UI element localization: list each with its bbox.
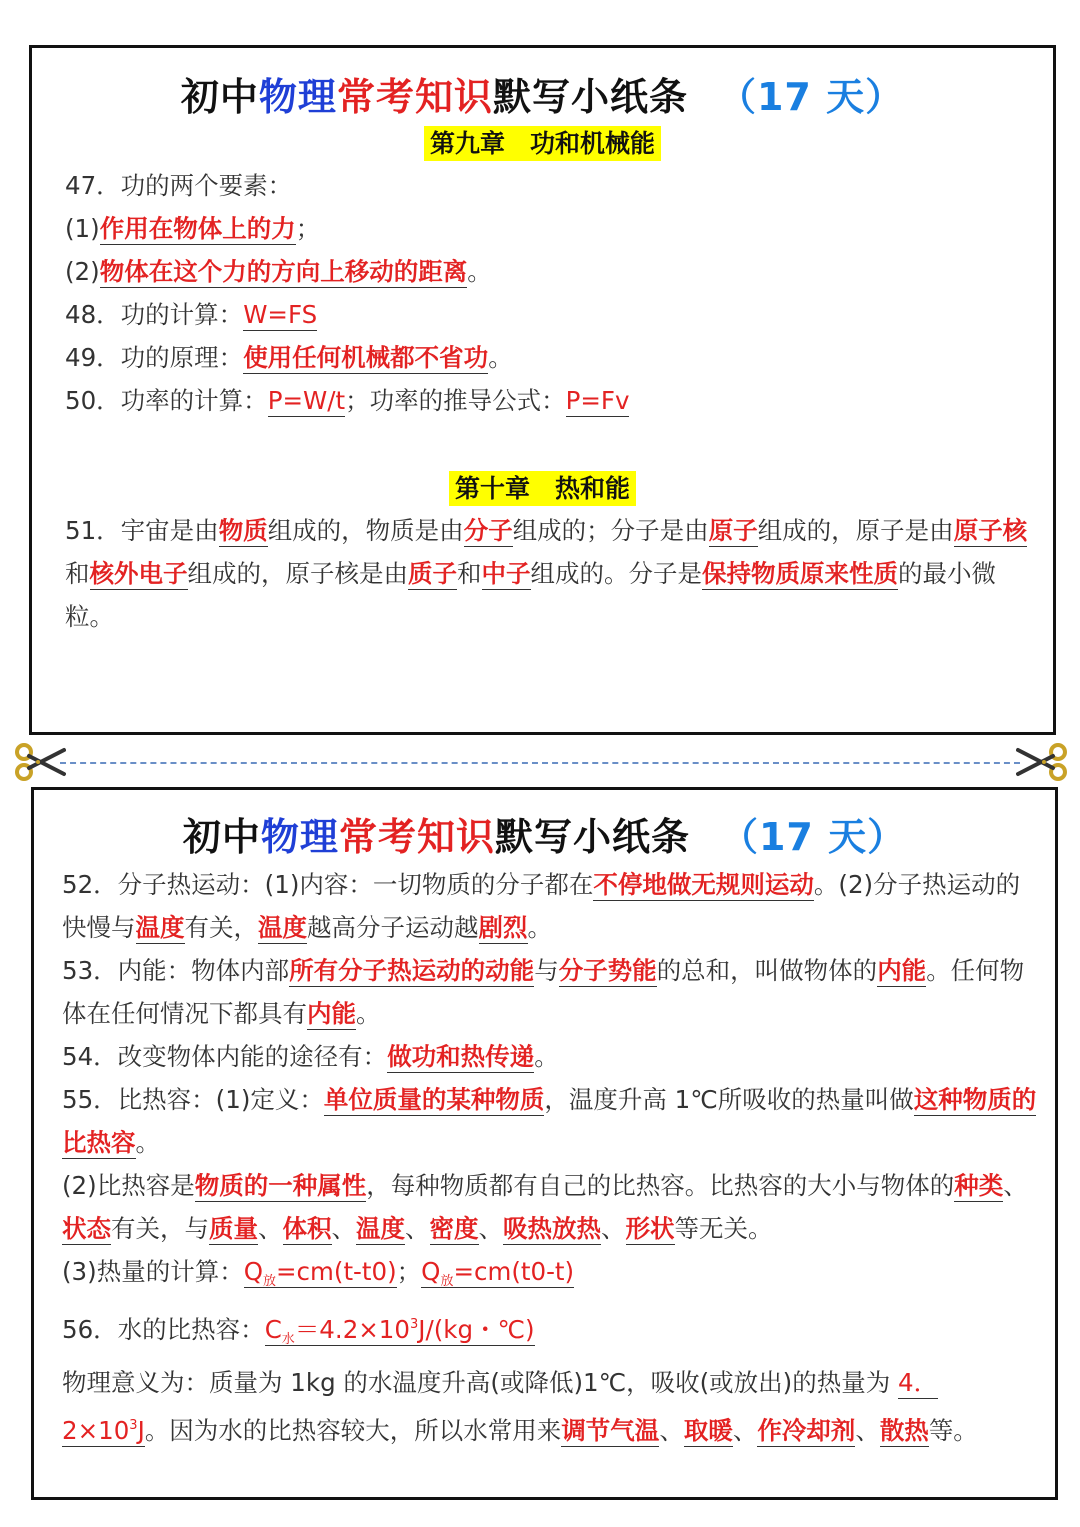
text-run: (3)热量的计算： [62,1257,244,1286]
item-55 [62,1078,1037,1164]
formula-water-heat-capacity [265,1315,535,1346]
answer: 作用在物体上的力 [99,214,296,243]
answer: W=FS [243,300,318,329]
text-run: 组成的，物质是由 [267,516,464,545]
formula-sup: 3 [409,1317,419,1332]
text-run: 48．功的计算： [65,300,244,329]
text-run: 49．功的原理： [65,343,244,372]
answer: P=W/t [267,386,346,415]
item-52 [62,863,1037,949]
answer: 取暖 [683,1416,733,1445]
text-run: 、 [405,1214,430,1243]
item-55-3 [62,1250,1037,1303]
text-run: ； [396,1257,422,1286]
text-run: 组成的；分子是由 [512,516,709,545]
note-card-2 [31,787,1058,1500]
answer: 保持物质原来性质 [702,559,898,588]
answer: 内能 [307,999,356,1028]
formula-part: C [264,1315,282,1344]
text-run: 的总和，叫做物体的 [656,956,878,985]
item-47 [65,164,1031,422]
formula-sub: 放 [440,1274,454,1289]
text-run: 55．比热容：(1)定义： [62,1085,324,1114]
item-48 [65,293,1031,336]
text-run: 53．内能：物体内部 [62,956,290,985]
text-run: 组成的。分子是 [530,559,702,588]
answer: 剧烈 [478,913,528,942]
answer: 物体在这个力的方向上移动的距离 [99,257,468,286]
answer: 内能 [877,956,927,985]
chapter-label: 第九章 功和机械能 [424,126,661,161]
answer: 质子 [408,559,457,588]
text-run: (1) [65,214,100,243]
title-part: 默写小纸条 [494,815,690,859]
formula-sup: 3 [129,1418,138,1433]
answer: 调节气温 [561,1416,660,1445]
answer: 温度 [356,1214,405,1243]
answer: 中子 [481,559,531,588]
text-run: 、 [258,1214,283,1243]
answer: 温度 [135,913,185,942]
title-part: 物理 [260,815,339,859]
formula-heat-release [244,1257,397,1288]
text-run: 54．改变物体内能的途径有： [62,1042,388,1071]
formula-part: J/(kg・℃) [418,1315,535,1344]
text-run: ，温度升高 1℃所吸收的热量叫做 [544,1085,914,1114]
chapter-heading [32,124,1053,160]
text-run: 52．分子热运动：(1)内容：一切物质的分子都在 [62,870,594,899]
title-part: 默写小纸条 [492,75,688,119]
text-run: 越高分子运动越 [307,913,479,942]
item-line: 47．功的两个要素： [65,171,293,200]
text-run: 、 [331,1214,356,1243]
title-part: 初中 [180,75,259,119]
chapter-heading [32,469,1053,505]
text-run: 、 [855,1416,880,1445]
answer: 做功和热传递 [387,1042,535,1071]
card2-body [62,863,1037,1452]
text-run: 。任何物体在任何情况下都具有 [62,956,1025,1028]
text-run: ； [295,214,321,243]
text-run: 。 [534,1042,559,1071]
answer: 吸热放热 [503,1214,601,1243]
answer: 温度 [258,913,307,942]
scissors-icon [14,740,66,784]
answer: 物质 [218,516,268,545]
text-run: 的最小微粒。 [65,559,996,631]
answer: 形状 [625,1214,675,1243]
text-run: (2)比热容是 [62,1171,195,1200]
item-51 [65,509,1031,638]
answer: 使用任何机械都不省功 [243,343,489,372]
text-run: 51．宇宙是由 [65,516,219,545]
text-run: 、 [478,1214,503,1243]
formula-part: Q [421,1257,441,1286]
card2-title [34,806,1055,861]
formula-part: =cm(t-t0) [276,1257,397,1286]
text-run: 组成的，原子是由 [757,516,954,545]
text-run: 、 [659,1416,684,1445]
item-55-2 [62,1164,1037,1250]
title-part: 初中 [182,815,261,859]
item-53 [62,949,1037,1035]
answer: 分子势能 [558,956,657,985]
note-card-1 [29,45,1056,735]
answer: 原子核 [953,516,1028,545]
title-day: （17 天） [717,75,905,119]
text-run: 。 [135,1128,160,1157]
title-day: （17 天） [719,815,907,859]
text-run: ，每种物质都有自己的比热容。比热容的大小与物体的 [366,1171,955,1200]
formula-part: Q [243,1257,264,1286]
text-run: 、 [601,1214,626,1243]
formula-part: J [137,1416,145,1445]
item-54 [62,1035,1037,1078]
text-run: 等无关。 [674,1214,773,1243]
answer: 散热 [879,1416,929,1445]
answer: 单位质量的某种物质 [323,1085,545,1114]
answer: P=Fv [565,386,630,415]
answer: 原子 [708,516,758,545]
text-run: (2) [65,257,100,286]
text-run: 物理意义为：质量为 1kg 的水温度升高(或降低)1℃，吸收(或放出)的热量为 [62,1368,899,1397]
title-part: 常考知识 [338,815,495,859]
text-run: 和 [457,559,482,588]
answer: 这种物质的比热容 [62,1085,1037,1157]
answer: 核外电子 [89,559,188,588]
text-run: 有关，与 [111,1214,209,1243]
answer: 体积 [282,1214,332,1243]
item-line [65,250,1031,293]
formula-part: 4．2×10 [62,1368,939,1445]
text-run: ；功率的推导公式： [345,386,566,415]
formula-sub: 放 [263,1274,277,1289]
answer: 密度 [429,1214,479,1243]
formula-part: ＝4.2×10 [294,1315,410,1344]
answer: 状态 [62,1214,111,1243]
formula-heat-release-2 [421,1257,574,1288]
text-run: 。 [488,343,513,372]
answer: 分子 [463,516,513,545]
text-run: 、 [732,1416,758,1445]
text-run: 等。 [928,1416,978,1445]
text-run: 。 [356,999,381,1028]
text-run: 56．水的比热容： [62,1315,265,1344]
text-run: 与 [534,956,559,985]
answer: 不停地做无规则运动 [593,870,814,899]
answer: 种类 [954,1171,1004,1200]
text-run: 。因为水的比热容较大，所以水常用来 [144,1416,562,1445]
text-run: 50．功率的计算： [65,386,268,415]
chapter-label: 第十章 热和能 [449,471,636,506]
text-run: 和 [65,559,90,588]
cut-line [60,762,1020,764]
item-50 [65,379,1031,422]
answer: 作冷却剂 [757,1416,856,1445]
item-49 [65,336,1031,379]
item-56-meaning [62,1361,1037,1452]
card1-title [32,66,1053,121]
text-run: 有关， [184,913,258,942]
text-run: 组成的，原子核是由 [187,559,408,588]
title-part: 常考知识 [336,75,493,119]
text-run: 。(2)分子热运动的快慢与 [62,870,1021,942]
formula-part: =cm(t0-t) [453,1257,575,1286]
answer: 质量 [209,1214,258,1243]
item-line [65,207,1031,250]
item-56 [62,1303,1037,1361]
formula-sub: 水 [281,1332,295,1347]
text-run: 。 [527,913,552,942]
answer: 物质的一种属性 [194,1171,367,1200]
scissors-icon [1016,740,1068,784]
text-run: 。 [467,257,492,286]
text-run: 、 [1003,1171,1028,1200]
answer: 所有分子热运动的动能 [289,956,535,985]
title-part: 物理 [258,75,337,119]
